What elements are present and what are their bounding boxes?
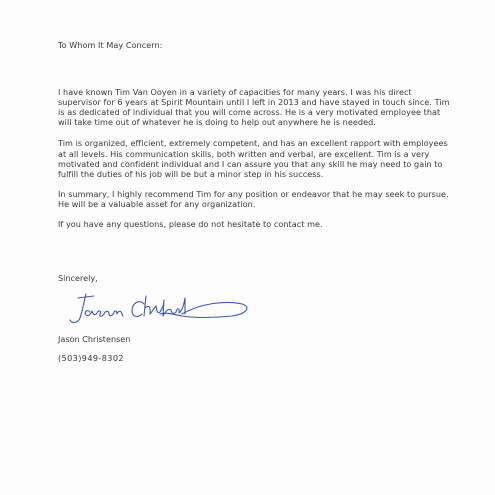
signer-name: Jason Christensen [58,334,131,344]
closing: Sincerely, [58,273,98,283]
salutation: To Whom It May Concern: [58,40,163,50]
letter-body [58,40,450,229]
paragraph-4: If you have any questions, please do not hesitate to contact me. [58,219,323,230]
signer-phone: (503)949-8302 [58,353,124,363]
paragraph-3: In summary, I highly recommend Tim for any position or endeavor that he may seek to pursue. He will be a valuable asset for any organization. [58,188,449,209]
paragraph-2: Tim is organized, efficient, extremely competent, and has an excellent rapport with employees at all levels. His communication skills, both written and verbal, are excellent. Tim is a very motivated and confident individual and I can assure you that any skill he may need to gain to fulfill the duties of his job will be but a minor step in his success. [58,138,448,179]
handwritten-signature [64,290,264,326]
paragraph-1: I have known Tim Van Ooyen in a variety of capacities for many years. I was his direct supervisor for 6 years at Spirit Mountain until I left in 2013 and have stayed in touch since. Tim is as dedicated of individual that you will come across. He is a very motivated employee that will take time out of whatever he is doing to help out anywhere he is needed. [58,87,450,128]
